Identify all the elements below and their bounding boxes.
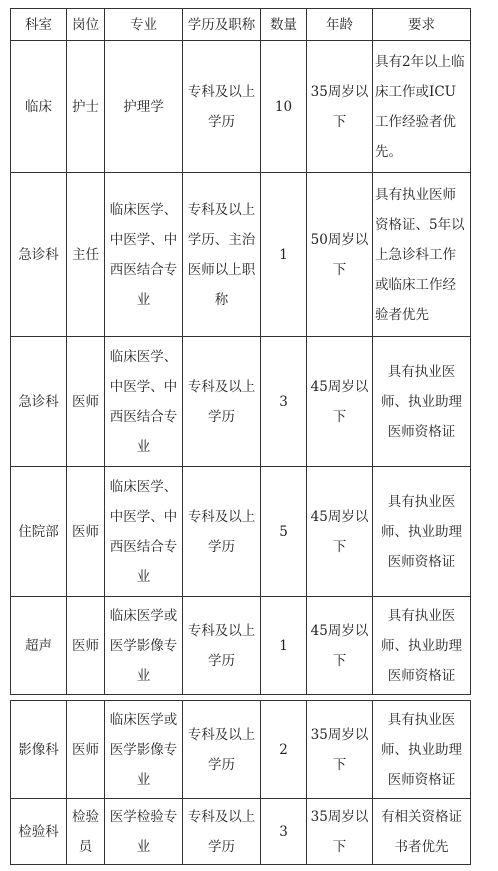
header-requirements: 要求 (373, 9, 471, 41)
cell-age: 35周岁以下 (307, 701, 373, 799)
cell-count: 3 (261, 337, 307, 467)
cell-post: 医师 (67, 597, 105, 695)
table-row (11, 173, 471, 337)
table-row (11, 41, 471, 173)
header-dept: 科室 (11, 9, 67, 41)
cell-dept: 影像科 (11, 701, 67, 799)
cell-requirements: 具有2年以上临床工作或ICU工作经验者优先。 (373, 41, 471, 173)
header-education: 学历及职称 (183, 9, 261, 41)
cell-count: 10 (261, 41, 307, 173)
cell-age: 45周岁以下 (307, 597, 373, 695)
recruitment-table (10, 8, 471, 695)
table-row (11, 701, 471, 799)
cell-major: 临床医学、中医学、中西医结合专业 (105, 467, 183, 597)
cell-age: 45周岁以下 (307, 467, 373, 597)
cell-requirements: 具有执业医师、执业助理医师资格证 (373, 337, 471, 467)
cell-requirements: 具有执业医师资格证、5年以上急诊科工作或临床工作经验者优先 (373, 173, 471, 337)
cell-post: 医师 (67, 701, 105, 799)
header-count: 数量 (261, 9, 307, 41)
cell-count: 1 (261, 173, 307, 337)
recruitment-table-continued (10, 700, 471, 865)
cell-count: 2 (261, 701, 307, 799)
header-major: 专业 (105, 9, 183, 41)
cell-major: 护理学 (105, 41, 183, 173)
cell-age: 45周岁以下 (307, 337, 373, 467)
cell-dept: 急诊科 (11, 337, 67, 467)
header-age: 年龄 (307, 9, 373, 41)
cell-education: 专科及以上学历 (183, 41, 261, 173)
cell-education: 专科及以上学历 (183, 701, 261, 799)
cell-dept: 临床 (11, 41, 67, 173)
cell-major: 临床医学或医学影像专业 (105, 597, 183, 695)
cell-post: 医师 (67, 467, 105, 597)
cell-age: 35周岁以下 (307, 41, 373, 173)
cell-age: 35周岁以下 (307, 799, 373, 865)
table-row (11, 467, 471, 597)
cell-count: 1 (261, 597, 307, 695)
table-row (11, 799, 471, 865)
table-row (11, 597, 471, 695)
cell-dept: 急诊科 (11, 173, 67, 337)
cell-count: 3 (261, 799, 307, 865)
cell-dept: 住院部 (11, 467, 67, 597)
cell-dept: 超声 (11, 597, 67, 695)
cell-requirements: 具有执业医师、执业助理医师资格证 (373, 597, 471, 695)
cell-education: 专科及以上学历 (183, 799, 261, 865)
cell-post: 检验员 (67, 799, 105, 865)
cell-education: 专科及以上学历 (183, 467, 261, 597)
cell-major: 临床医学、中医学、中西医结合专业 (105, 173, 183, 337)
cell-count: 5 (261, 467, 307, 597)
cell-major: 临床医学、中医学、中西医结合专业 (105, 337, 183, 467)
cell-requirements: 具有执业医师、执业助理医师资格证 (373, 701, 471, 799)
cell-post: 医师 (67, 337, 105, 467)
header-post: 岗位 (67, 9, 105, 41)
cell-education: 专科及以上学历 (183, 337, 261, 467)
table-row (11, 337, 471, 467)
cell-dept: 检验科 (11, 799, 67, 865)
cell-age: 50周岁以下 (307, 173, 373, 337)
cell-requirements: 具有执业医师、执业助理医师资格证 (373, 467, 471, 597)
cell-post: 主任 (67, 173, 105, 337)
cell-requirements: 有相关资格证书者优先 (373, 799, 471, 865)
cell-education: 专科及以上学历、主治医师以上职称 (183, 173, 261, 337)
cell-education: 专科及以上学历 (183, 597, 261, 695)
cell-major: 临床医学或医学影像专业 (105, 701, 183, 799)
cell-major: 医学检验专业 (105, 799, 183, 865)
cell-post: 护士 (67, 41, 105, 173)
header-row (11, 9, 471, 41)
